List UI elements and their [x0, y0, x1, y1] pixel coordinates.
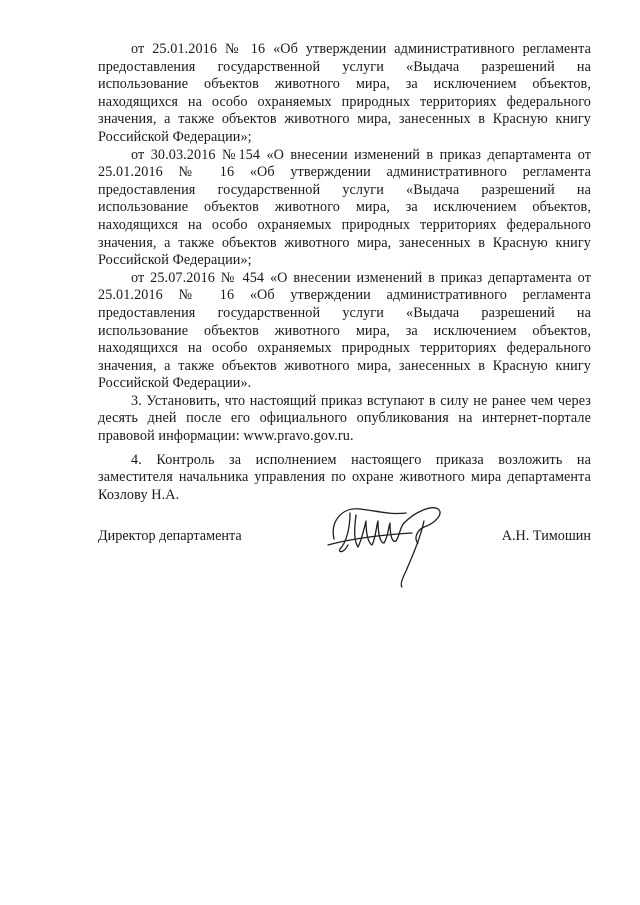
signatory-title: Директор департамента — [98, 528, 242, 544]
handwritten-signature — [320, 499, 470, 589]
list-item-order-30-03-2016: от 30.03.2016 №154 «О внесении изменений в приказ департамента от 25.01.2016 № 16 «Об утверждении административного регламента предоставления государственной услуги «Выдача разрешений на использование объектов животного мира, за исключением объектов, находящихся на особо охраняемых природных территориях федерального значения, а также объектов животного мира, занесенных в Красную книгу Российской Федерации»; — [98, 146, 591, 269]
document-body — [98, 41, 591, 504]
list-item-order-25-07-2016: от 25.07.2016 № 454 «О внесении изменений в приказ департамента от 25.01.2016 № 16 «Об утверждении административного регламента предоставления государственной услуги «Выдача разрешений на использование объектов животного мира, за исключением объектов, находящихся на особо охраняемых природных территориях федерального значения, а также объектов животного мира, занесенных в Красную книгу Российской Федерации». — [98, 269, 591, 392]
signatory-name: А.Н. Тимошин — [501, 528, 591, 544]
signature-block — [98, 524, 591, 604]
clause-4-control: 4. Контроль за исполнением настоящего приказа возложить на заместителя начальника управления по охране животного мира департамента Козлову Н.А. — [98, 451, 591, 503]
list-item-order-25-01-2016: от 25.01.2016 № 16 «Об утверждении административного регламента предоставления государственной услуги «Выдача разрешений на использование объектов животного мира, за исключением объектов, находящихся на особо охраняемых природных территориях федерального значения, а также объектов животного мира, занесенных в Красную книгу Российской Федерации»; — [98, 41, 591, 145]
clause-3-effective-date: 3. Установить, что настоящий приказ вступают в силу не ранее чем через десять дней после его официального опубликования на интернет-портале правовой информации: www.pravo.gov.ru. — [98, 392, 591, 445]
